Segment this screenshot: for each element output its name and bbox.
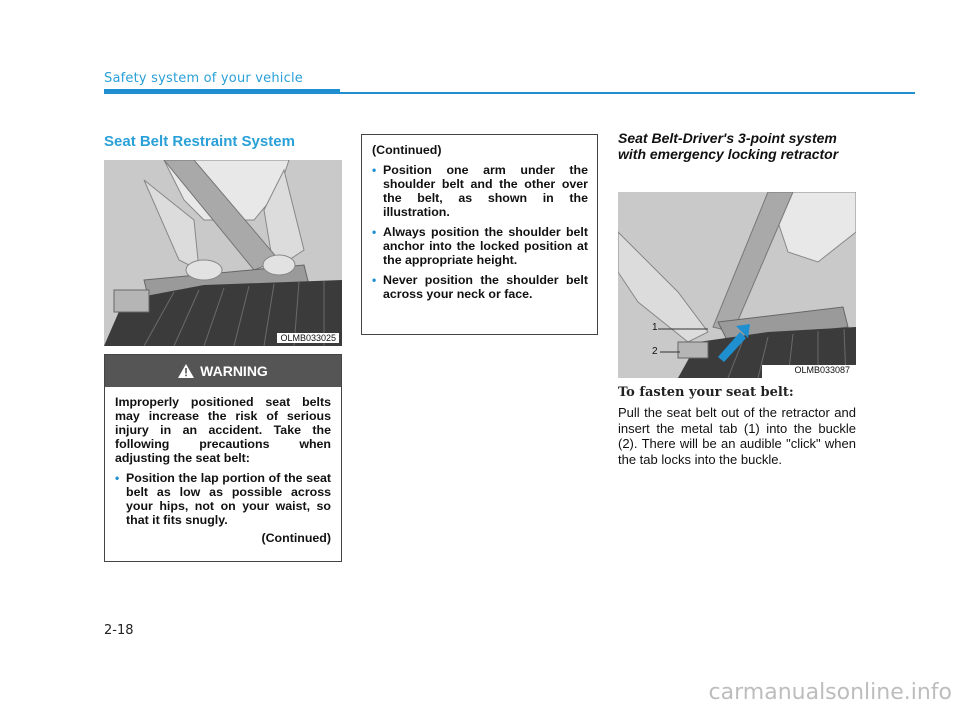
warning-intro: Improperly positioned seat belts may increase the risk of serious injury in an accident. Take the following precautions when adjusting the seat belt: [115, 395, 331, 465]
list-item [372, 163, 588, 219]
list-item-text: Position the lap portion of the seat belt as low as possible across your hips, not on your waist, so that it fits snugly. [126, 471, 331, 527]
bullet-icon: • [372, 163, 377, 177]
bullet-icon: • [115, 471, 120, 485]
continued-heading: (Continued) [372, 143, 442, 157]
list-item [372, 225, 588, 267]
watermark: carmanualsonline.info [708, 680, 952, 705]
bullet-icon: • [372, 225, 377, 239]
fasten-subheading: To fasten your seat belt: [618, 385, 794, 400]
page-number: 2-18 [104, 623, 134, 638]
list-item [115, 471, 331, 527]
fasten-paragraph: Pull the seat belt out of the retractor and insert the metal tab (1) into the buckle (2). There will be an audible "click" when the tab locks into the buckle. [618, 405, 856, 467]
list-item-text: Never position the shoulder belt across your neck or face. [383, 273, 588, 301]
right-heading: Seat Belt-Driver's 3-point system with emergency locking retractor [618, 130, 839, 162]
warning-box [104, 354, 342, 562]
header-rule-thick [104, 89, 340, 94]
warning-continued: (Continued) [261, 531, 331, 545]
callout-label-2: 2 [652, 346, 658, 357]
figure-code: OLMB033087 [791, 365, 853, 375]
bullet-icon: • [372, 273, 377, 287]
lap-belt-illustration [104, 160, 342, 346]
figure-code: OLMB033025 [277, 333, 339, 343]
warning-triangle-icon [178, 364, 194, 378]
lap-belt-drawing [104, 160, 342, 346]
buckle-illustration [618, 192, 856, 378]
header-rule-thin [340, 92, 915, 94]
list-item [372, 273, 588, 301]
section-title: Seat Belt Restraint System [104, 133, 295, 150]
continued-box [361, 134, 598, 335]
header-title: Safety system of your vehicle [104, 71, 303, 86]
callout-label-1: 1 [652, 322, 658, 333]
list-item-text: Always position the shoulder belt anchor into the locked position at the appropriate height. [383, 225, 588, 267]
list-item-text: Position one arm under the shoulder belt and the other over the belt, as shown in the illustration. [383, 163, 588, 219]
warning-heading: WARNING [200, 363, 268, 379]
warning-header [105, 355, 341, 387]
